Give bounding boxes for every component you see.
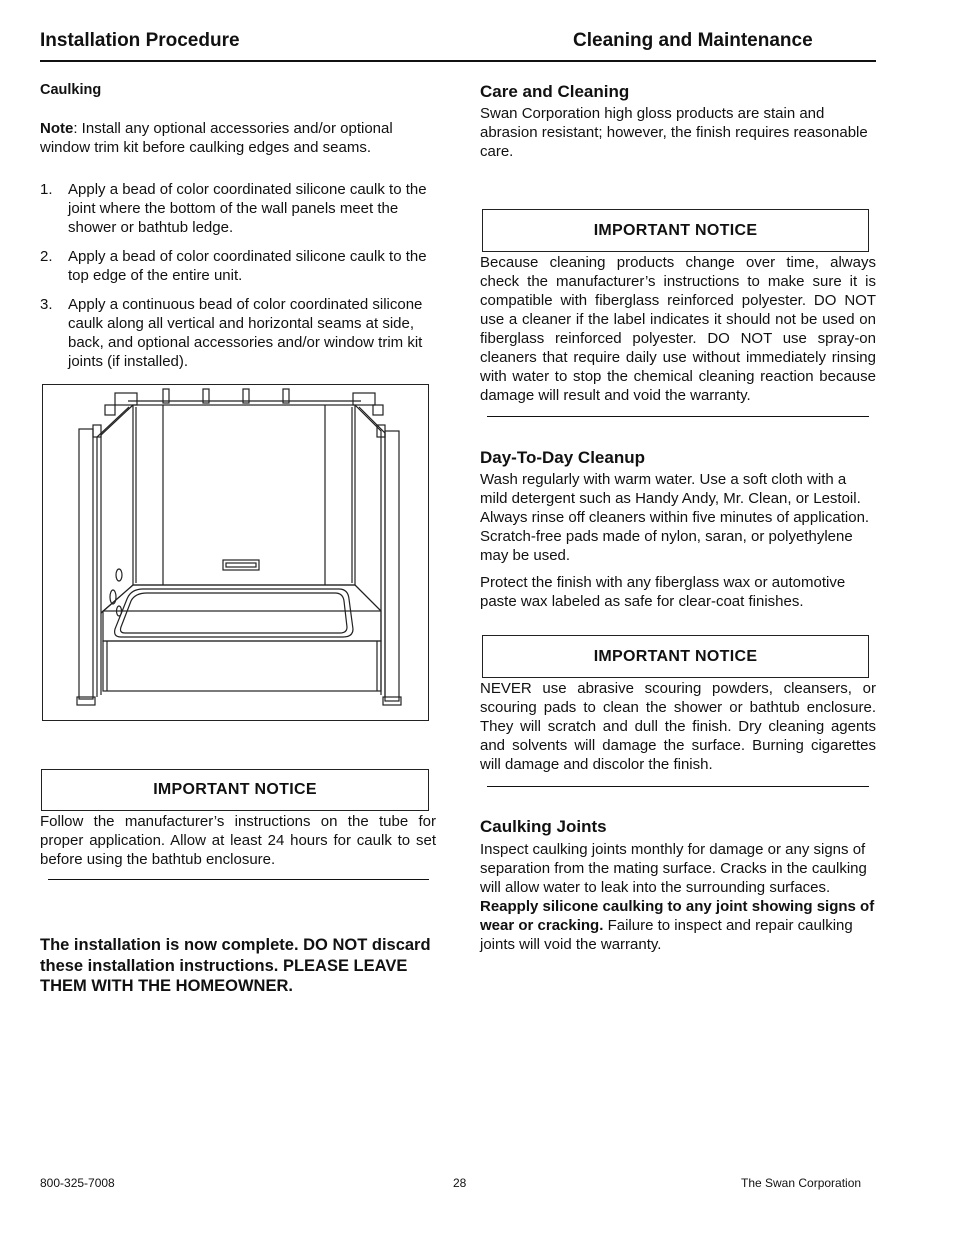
step-number: 3. [40,296,53,313]
caulk-heading: Caulking Joints [480,817,607,836]
note-text: : Install any optional accessories and/or optional window trim kit before caulking edges and seams. [40,120,393,156]
caulking-steps [40,180,436,381]
care-text: Swan Corporation high gloss products are stain and abrasion resistant; however, the finish requires reasonable care. [480,105,868,160]
right-notice2-title: IMPORTANT NOTICE [593,647,758,665]
right-notice2-rule [487,786,869,787]
day-heading: Day-To-Day Cleanup [480,448,645,467]
footer-phone: 800-325-7008 [40,1176,115,1190]
bathtub-enclosure-drawing [43,385,428,720]
step-number: 2. [40,248,53,265]
right-notice2-box [482,635,869,678]
header-right-title: Cleaning and Maintenance [573,30,813,51]
note-label: Note [40,120,74,137]
right-notice1-text: Because cleaning products change over time, always check the manufacturer’s instructions to make sure it is compatible with fiberglass reinforced polyester. DO NOT use a cleaner if the label indicates it should not be used on fiberglass reinforced polyester. DO NOT use spray-on cleaners that require daily use without immediately rinsing with water to stop the chemical cleaning reaction because damage will result and void the warranty. [480,254,876,404]
right-notice1-box [482,209,869,252]
day-text-1: Wash regularly with warm water. Use a soft cloth with a mild detergent such as Handy Andy, Mr. Clean, or Lestoil. Always rinse off cleaners within five minutes of application. Scratch-free pads made of nylon, saran, or polyethylene may be used. [480,471,870,564]
caulk-text-a: Inspect caulking joints monthly for damage or any signs of separation from the mating surface. Cracks in the caulking will allow water to leak into the surrounding surfaces. [480,841,867,896]
header-left-title: Installation Procedure [40,30,240,51]
left-notice-box [41,769,429,811]
caulk-paragraph [480,840,876,954]
step-number: 1. [40,181,53,198]
caulk-text-bold: Reapply silicone caulking to any joint showing signs of wear or cracking. [480,898,875,934]
right-notice1-title: IMPORTANT NOTICE [593,221,758,239]
list-item [40,180,436,237]
left-notice-text: Follow the manufacturer’s instructions on the tube for proper application. Allow at least 24 hours for caulk to set before using the bathtub enclosure. [40,813,436,868]
caulking-heading: Caulking [40,82,102,98]
footer-company: The Swan Corporation [741,1176,862,1190]
left-notice-rule [48,879,429,880]
right-notice2-text: NEVER use abrasive scouring powders, cleansers, or scouring pads to clean the shower or bathtub enclosure. They will scratch and dull the finish. Dry cleaning agents and solvents will damage the surface. Burning cigarettes will damage and discolor the finish. [480,680,876,773]
bathtub-enclosure-figure [42,384,429,721]
list-item [40,247,436,285]
installation-complete-text: The installation is now complete. DO NOT discard these installation instructions. PLEASE LEAVE THEM WITH THE HOMEOWNER. [40,936,431,995]
left-notice-title: IMPORTANT NOTICE [153,781,317,798]
list-item [40,295,436,371]
care-heading: Care and Cleaning [480,82,630,101]
step-text: Apply a bead of color coordinated silicone caulk to the top edge of the entire unit. [68,248,427,284]
day-text-2: Protect the finish with any fiberglass wax or automotive paste wax labeled as safe for clear-coat finishes. [480,574,846,610]
right-notice1-rule [487,416,869,417]
step-text: Apply a bead of color coordinated silicone caulk to the joint where the bottom of the wall panels meet the shower or bathtub ledge. [68,181,427,236]
note-paragraph [40,119,435,157]
step-text: Apply a continuous bead of color coordinated silicone caulk along all vertical and horizontal seams at side, back, and optional accessories and/or window trim kit joints (if installed). [68,296,423,370]
header-rule [40,60,876,62]
footer-page-number: 28 [453,1176,467,1190]
caulk-text-b: Failure to inspect and repair caulking joints will void the warranty. [480,917,853,953]
